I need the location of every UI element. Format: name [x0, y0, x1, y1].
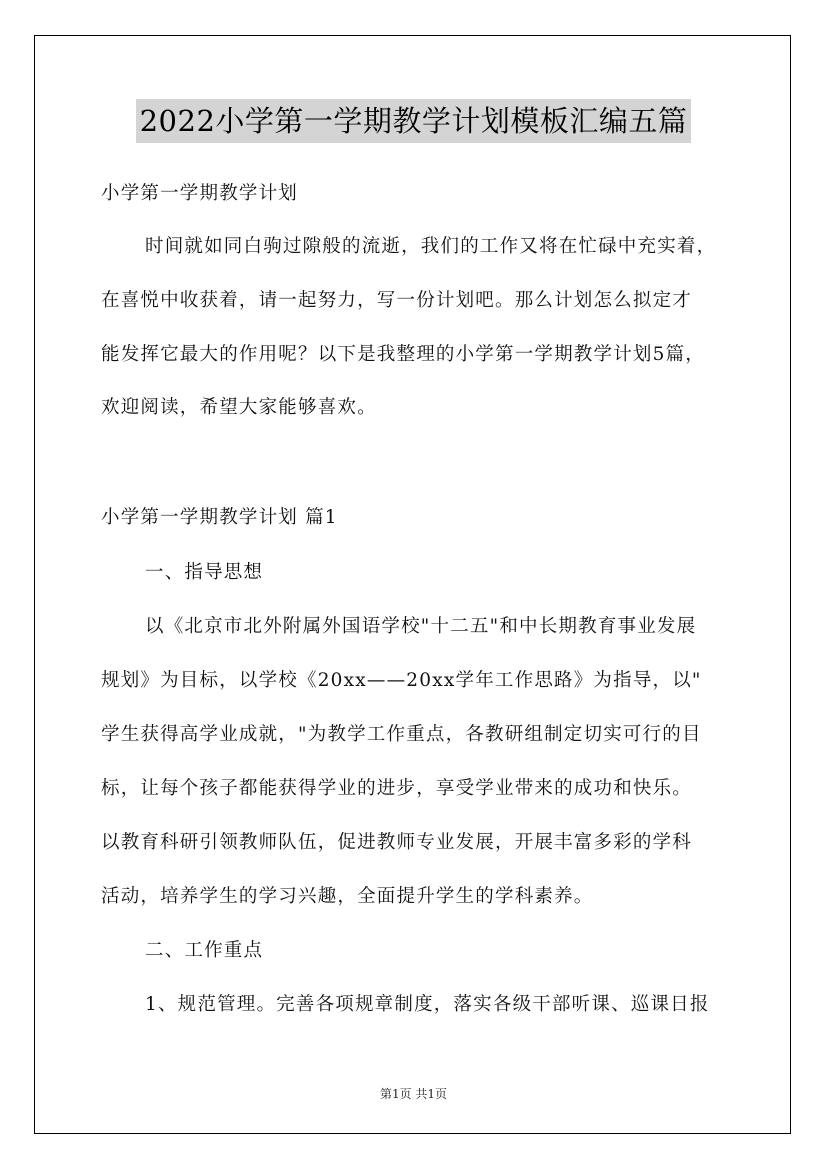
page-footer: 第1页 共1页: [379, 1087, 448, 1101]
body-line: 活动，培养学生的学习兴趣，全面提升学生的学科素养。: [101, 886, 594, 907]
body-line: 1、规范管理。完善各项规章制度，落实各级干部听课、巡课日报: [145, 994, 710, 1015]
body-line: 标，让每个孩子都能获得学业的进步，享受学业带来的成功和快乐。: [101, 778, 693, 799]
intro-line: 欢迎阅读，希望大家能够喜欢。: [101, 397, 377, 418]
part-heading: 小学第一学期教学计划 篇1: [101, 507, 338, 528]
document-title: 2022小学第一学期教学计划模板汇编五篇: [136, 99, 692, 143]
section-heading: 小学第一学期教学计划: [101, 183, 299, 204]
subheading-guiding-thought: 一、指导思想: [145, 562, 264, 583]
body-line: 学生获得高学业成就，"为教学工作重点，各教研组制定切实可行的目: [101, 724, 702, 745]
intro-line: 时间就如同白驹过隙般的流逝，我们的工作又将在忙碌中充实着，: [145, 236, 717, 257]
body-line: 以《北京市北外附属外国语学校"十二五"和中长期教育事业发展: [145, 616, 697, 637]
body-line: 以教育科研引领教师队伍，促进教师专业发展，开展丰富多彩的学科: [101, 832, 693, 853]
intro-line: 在喜悦中收获着，请一起努力，写一份计划吧。那么计划怎么拟定才: [101, 290, 693, 311]
body-line: 规划》为目标，以学校《20xx——20xx学年工作思路》为指导，以": [101, 670, 702, 691]
intro-line: 能发挥它最大的作用呢？以下是我整理的小学第一学期教学计划5篇，: [101, 344, 705, 365]
subheading-work-focus: 二、工作重点: [145, 940, 264, 961]
